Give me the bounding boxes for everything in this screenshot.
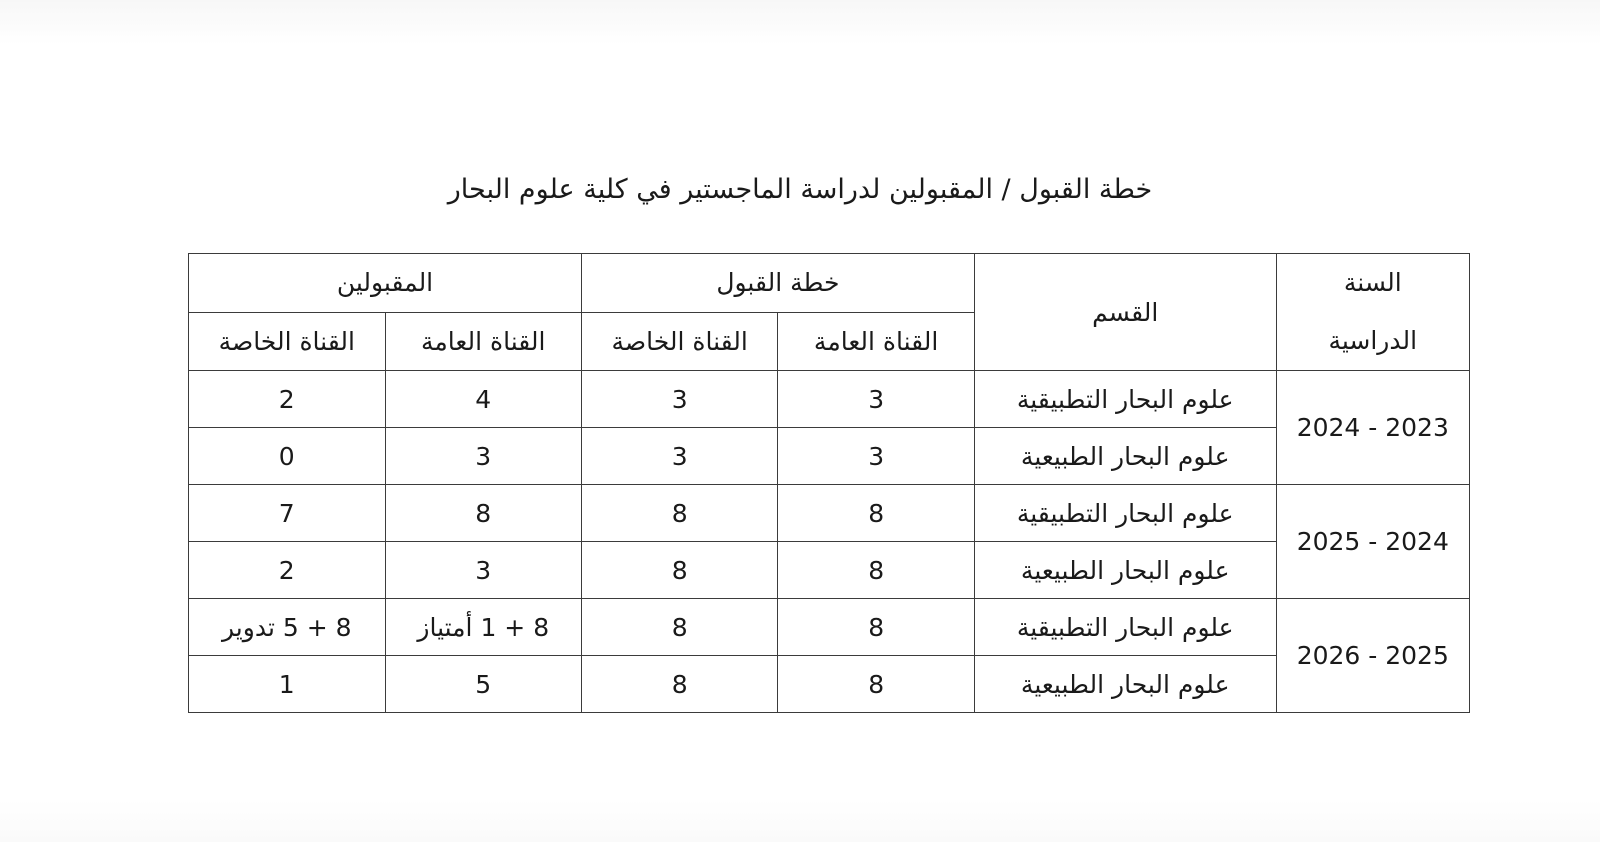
accepted-private-cell: 2 xyxy=(189,542,386,599)
header-plan-private-channel: القناة الخاصة xyxy=(581,312,777,371)
plan-public-cell: 8 xyxy=(778,599,974,656)
plan-public-cell: 3 xyxy=(778,428,974,485)
table-row xyxy=(189,485,1470,542)
page-title: خطة القبول / المقبولين لدراسة الماجستير في كلية علوم البحار xyxy=(447,174,1153,205)
accepted-private-cell: 7 xyxy=(189,485,386,542)
admission-table xyxy=(188,253,1470,713)
plan-private-cell: 3 xyxy=(581,371,777,428)
header-accepted-private-channel: القناة الخاصة xyxy=(189,312,386,371)
header-academic-year-line1: السنة xyxy=(1343,268,1402,297)
accepted-private-cell: 0 xyxy=(189,428,386,485)
plan-public-cell: 8 xyxy=(778,485,974,542)
accepted-public-cell: 8 xyxy=(385,485,581,542)
department-cell: علوم البحار التطبيقية xyxy=(974,371,1276,428)
accepted-public-cell: 3 xyxy=(385,428,581,485)
header-accepted: المقبولين xyxy=(189,254,582,313)
plan-private-cell: 8 xyxy=(581,656,777,713)
plan-private-cell: 8 xyxy=(581,599,777,656)
department-cell: علوم البحار الطبيعية xyxy=(974,428,1276,485)
accepted-private-cell: 2 xyxy=(189,371,386,428)
plan-private-cell: 3 xyxy=(581,428,777,485)
header-admission-plan: خطة القبول xyxy=(581,254,974,313)
header-department: القسم xyxy=(974,254,1276,371)
accepted-public-cell: 8 + 1 أمتياز xyxy=(385,599,581,656)
accepted-private-cell: 1 xyxy=(189,656,386,713)
header-row-1 xyxy=(189,254,1470,313)
header-plan-public-channel: القناة العامة xyxy=(778,312,974,371)
plan-public-cell: 8 xyxy=(778,656,974,713)
accepted-public-cell: 3 xyxy=(385,542,581,599)
department-cell: علوم البحار الطبيعية xyxy=(974,656,1276,713)
header-academic-year-line2: الدراسية xyxy=(1328,326,1418,355)
accepted-private-cell: 8 + 5 تدوير xyxy=(189,599,386,656)
plan-private-cell: 8 xyxy=(581,485,777,542)
plan-public-cell: 8 xyxy=(778,542,974,599)
header-academic-year xyxy=(1276,254,1469,371)
plan-public-cell: 3 xyxy=(778,371,974,428)
table-row xyxy=(189,371,1470,428)
year-cell: 2024 - 2023 xyxy=(1276,371,1469,485)
year-cell: 2025 - 2024 xyxy=(1276,485,1469,599)
plan-private-cell: 8 xyxy=(581,542,777,599)
department-cell: علوم البحار التطبيقية xyxy=(974,599,1276,656)
department-cell: علوم البحار التطبيقية xyxy=(974,485,1276,542)
accepted-public-cell: 4 xyxy=(385,371,581,428)
accepted-public-cell: 5 xyxy=(385,656,581,713)
table-row xyxy=(189,599,1470,656)
department-cell: علوم البحار الطبيعية xyxy=(974,542,1276,599)
header-accepted-public-channel: القناة العامة xyxy=(385,312,581,371)
year-cell: 2026 - 2025 xyxy=(1276,599,1469,713)
